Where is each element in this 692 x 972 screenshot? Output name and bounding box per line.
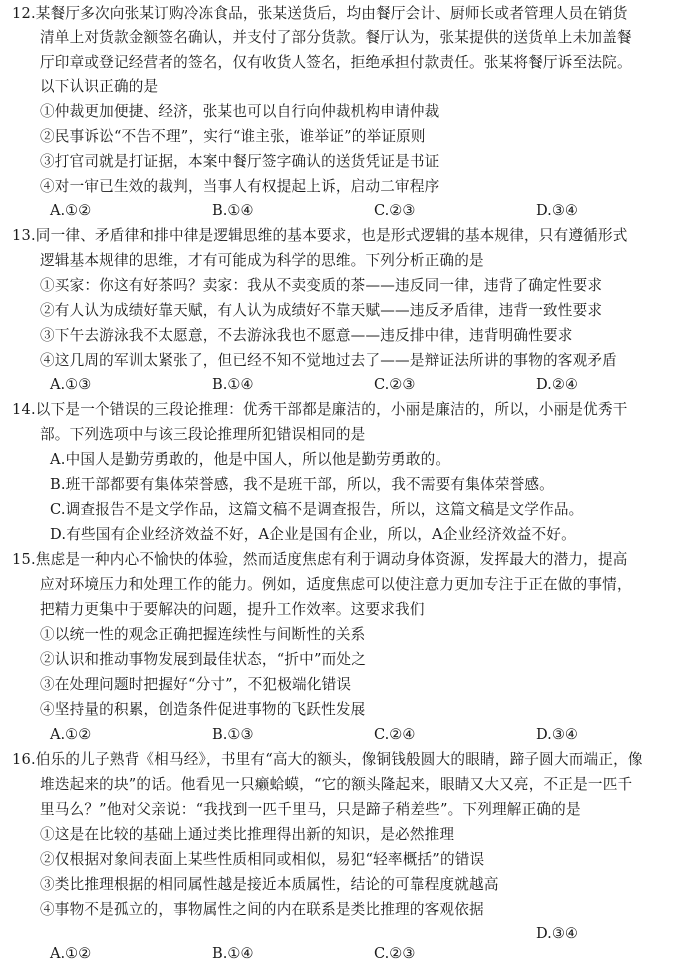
- question-15-choice-d: D.③④: [536, 726, 578, 743]
- question-15-choice-b: B.①③: [212, 726, 254, 743]
- question-15-stem-line-1: 15.焦虑是一种内心不愉快的体验，然而适度焦虑有利于调动身体资源，发挥最大的潜力，提高: [12, 551, 628, 568]
- question-12-statement-4: ④对一审已生效的裁判，当事人有权提起上诉，启动二审程序: [40, 178, 440, 195]
- question-16-statement-1: ①这是在比较的基础上通过类比推理得出新的知识，是必然推理: [40, 826, 455, 843]
- question-12-statement-3: ③打官司就是打证据，本案中餐厅签字确认的送货凭证是书证: [40, 153, 440, 170]
- question-15-statement-2: ②认识和推动事物发展到最佳状态，“折中”而处之: [40, 651, 366, 668]
- question-16-stem-line-3: 里马么？”他对父亲说：“我找到一匹千里马，只是蹄子稍差些”。下列理解正确的是: [40, 801, 581, 818]
- question-16-statement-3: ③类比推理根据的相同属性越是接近本质属性，结论的可靠程度就越高: [40, 876, 499, 893]
- question-12-choice-c: C.②③: [374, 202, 416, 219]
- question-13-choice-b: B.①④: [212, 376, 254, 393]
- question-12-stem-line-3: 厅印章或登记经营者的签名，仅有收货人签名，拒绝承担付款责任。张某将餐厅诉至法院。: [40, 54, 632, 71]
- question-14-stem-line-1: 14.以下是一个错误的三段论推理：优秀干部都是廉洁的，小丽是廉洁的，所以，小丽是优秀干: [12, 401, 628, 418]
- question-14-option-a: A.中国人是勤劳勇敢的，他是中国人，所以他是勤劳勇敢的。: [50, 451, 451, 468]
- question-15-statement-3: ③在处理问题时把握好“分寸”，不犯极端化错误: [40, 676, 352, 693]
- question-13-statement-2: ②有人认为成绩好靠天赋，有人认为成绩好不靠天赋——违反矛盾律，违背一致性要求: [40, 302, 603, 319]
- question-15-stem-line-2: 应对环境压力和处理工作的能力。例如，适度焦虑可以使注意力更加专注于正在做的事情，: [40, 576, 632, 593]
- question-12-statement-2: ②民事诉讼“不告不理”，实行“谁主张，谁举证”的举证原则: [40, 128, 426, 145]
- question-16-stem-line-2: 堆迭起来的块”的话。他看见一只癞蛤蟆，“它的额头隆起来，眼睛又大又亮，不正是一匹千: [40, 776, 633, 793]
- question-16-statement-2: ②仅根据对象间表面上某些性质相同或相似，易犯“轻率概括”的错误: [40, 851, 485, 868]
- question-14-option-b: B.班干部都要有集体荣誉感，我不是班干部，所以，我不需要有集体荣誉感。: [50, 476, 554, 493]
- question-15-choice-a: A.①②: [50, 726, 92, 743]
- question-16-stem-line-1: 16.伯乐的儿子熟背《相马经》，书里有“高大的额头，像铜钱般圆大的眼睛，蹄子圆大而端正，像: [12, 751, 643, 768]
- question-13-choice-c: C.②③: [374, 376, 416, 393]
- question-14-option-d: D.有些国有企业经济效益不好，A企业是国有企业，所以，A企业经济效益不好。: [50, 526, 576, 543]
- question-13-statement-1: ①买家：你这有好茶吗？卖家：我从不卖变质的茶——违反同一律，违背了确定性要求: [40, 277, 603, 294]
- question-16-choice-d: D.③④: [536, 925, 578, 942]
- question-15-statement-1: ①以统一性的观念正确把握连续性与间断性的关系: [40, 626, 366, 643]
- question-13-statement-4: ④这几周的军训太紧张了，但已经不知不觉地过去了——是辩证法所讲的事物的客观矛盾: [40, 352, 617, 369]
- question-15-choice-c: C.②④: [374, 726, 416, 743]
- question-13-choice-a: A.①③: [50, 376, 92, 393]
- question-13-statement-3: ③下午去游泳我不太愿意，不去游泳我也不愿意——违反排中律，违背明确性要求: [40, 327, 573, 344]
- question-12-stem-line-1: 12.某餐厅多次向张某订购冷冻食品，张某送货后，均由餐厅会计、厨师长或者管理人员在销货: [12, 5, 628, 22]
- question-12-choice-b: B.①④: [212, 202, 254, 219]
- question-12-stem-line-4: 以下认识正确的是: [40, 78, 159, 95]
- question-16-statement-4: ④事物不是孤立的，事物属性之间的内在联系是类比推理的客观依据: [40, 901, 484, 918]
- question-16-choice-b: B.①④: [212, 945, 254, 962]
- question-15-stem-line-3: 把精力更集中于要解决的问题，提升工作效率。这要求我们: [40, 601, 425, 618]
- question-12-statement-1: ①仲裁更加便捷、经济，张某也可以自行向仲裁机构申请仲裁: [40, 103, 440, 120]
- question-14-stem-line-2: 部。下列选项中与该三段论推理所犯错误相同的是: [40, 426, 366, 443]
- question-12-choice-d: D.③④: [536, 202, 578, 219]
- question-13-stem-line-1: 13.同一律、矛盾律和排中律是逻辑思维的基本要求，也是形式逻辑的基本规律，只有遵循形式: [12, 227, 628, 244]
- question-13-stem-line-2: 逻辑基本规律的思维，才有可能成为科学的思维。下列分析正确的是: [40, 252, 484, 269]
- question-12-stem-line-2: 清单上对货款金额签名确认，并支付了部分货款。餐厅认为，张某提供的送货单上未加盖餐: [40, 29, 632, 46]
- question-16-choice-c: C.②③: [374, 945, 416, 962]
- question-14-option-c: C.调查报告不是文学作品，这篇文稿不是调查报告，所以，这篇文稿是文学作品。: [50, 501, 584, 518]
- question-15-statement-4: ④坚持量的积累，创造条件促进事物的飞跃性发展: [40, 701, 366, 718]
- question-13-choice-d: D.②④: [536, 376, 578, 393]
- question-12-choice-a: A.①②: [50, 202, 92, 219]
- question-16-choice-a: A.①②: [50, 945, 92, 962]
